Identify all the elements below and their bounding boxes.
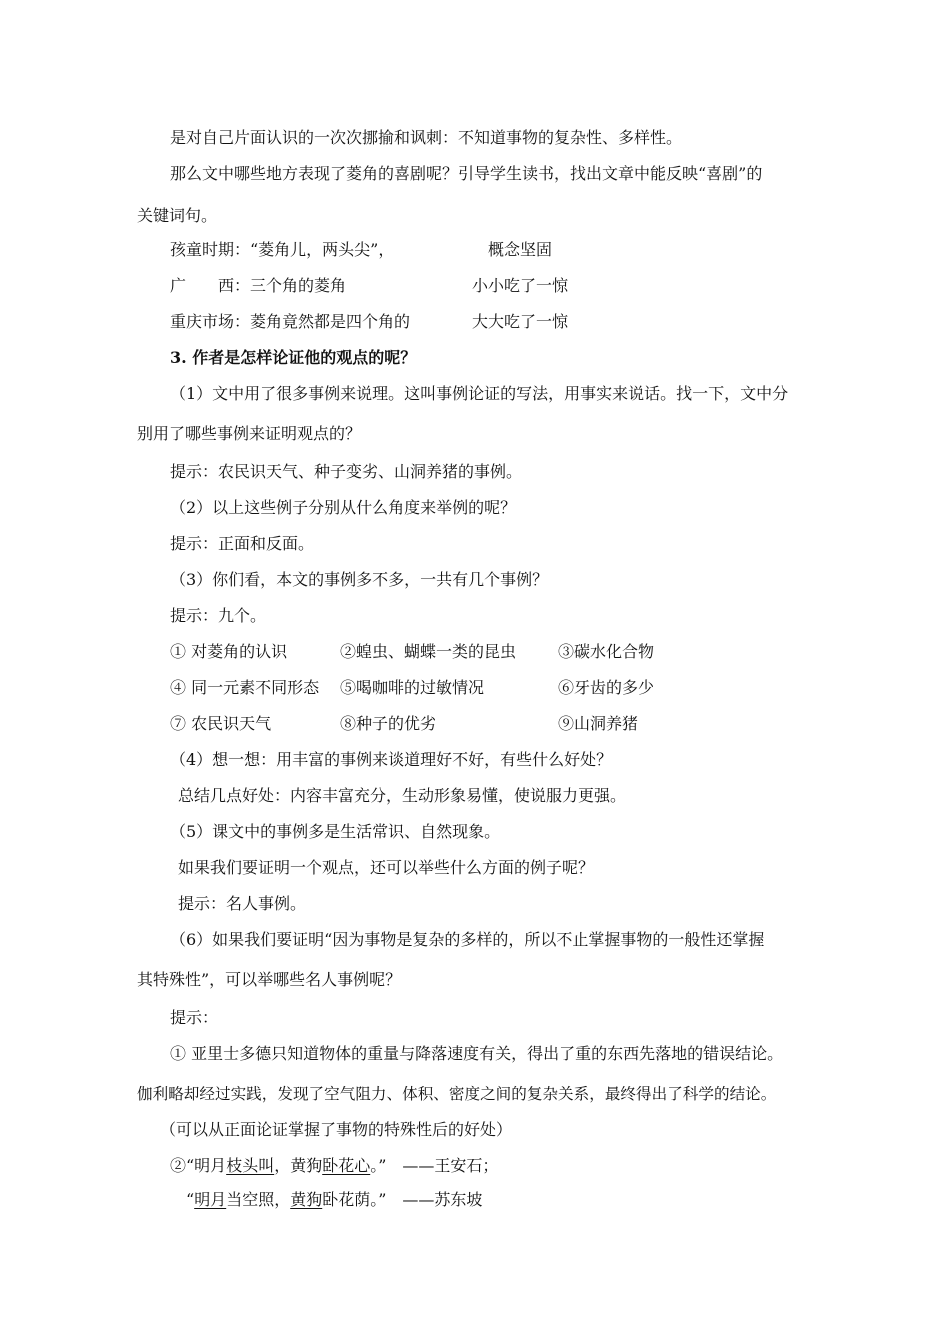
example-item: ③碳水化合物 [558, 642, 655, 661]
hint: 提示：正面和反面。 [170, 534, 315, 553]
example-item: ⑥牙齿的多少 [558, 678, 655, 697]
poem-text: 当空照， [226, 1190, 291, 1209]
comparison-note: 大大吃了一惊 [472, 312, 569, 331]
poem-underlined: 明月 [194, 1190, 227, 1209]
hint: 提示：名人事例。 [178, 894, 307, 913]
hint: 提示：农民识天气、种子变劣、山洞养猪的事例。 [170, 462, 523, 481]
example-item: ⑦ 农民识天气 [170, 714, 272, 733]
summary: 总结几点好处：内容丰富充分，生动形象易懂，使说服力更强。 [178, 786, 627, 805]
example-item: ②蝗虫、蝴蝶一类的昆虫 [340, 642, 517, 661]
comparison-note: 概念坚固 [488, 240, 553, 259]
poem-text: “ [186, 1190, 195, 1209]
example-note: （可以从正面论证掌握了事物的特殊性后的好处） [160, 1120, 513, 1139]
poem-text: ，黄狗 [274, 1156, 323, 1175]
example-paragraph: 伽利略却经过实践，发现了空气阻力、体积、密度之间的复杂关系，最终得出了科学的结论。 [137, 1085, 777, 1103]
question: 别用了哪些事例来证明观点的？ [137, 424, 362, 443]
comparison-note: 小小吃了一惊 [472, 276, 569, 295]
hint: 提示：九个。 [170, 606, 267, 625]
example-item: ⑨山洞养猪 [558, 714, 639, 733]
question: （6）如果我们要证明“因为事物是复杂的多样的，所以不止掌握事物的一般性还掌握 [170, 930, 765, 949]
example-item: ① 对菱角的认识 [170, 642, 288, 661]
paragraph: 是对自己片面认识的一次次挪揄和讽刺：不知道事物的复杂性、多样性。 [170, 128, 683, 147]
paragraph: 关键词句。 [137, 206, 218, 225]
comparison-label: 重庆市场：菱角竟然都是四个角的 [170, 312, 411, 331]
poem-text: ②“明月 [170, 1156, 227, 1175]
poem-underlined: 黄狗 [290, 1190, 323, 1209]
poem-text: 卧花荫。” ——苏东坡 [322, 1190, 483, 1209]
question: （5）课文中的事例多是生活常识、自然现象。 [170, 822, 501, 841]
question: （4）想一想：用丰富的事例来谈道理好不好，有些什么好处？ [170, 750, 613, 769]
poem-text: 。” ——王安石； [370, 1156, 499, 1175]
section-heading: 3. 作者是怎样论证他的观点的呢？ [170, 348, 417, 367]
example-item: ⑧种子的优劣 [340, 714, 437, 733]
question: 其特殊性”，可以举哪些名人事例呢？ [137, 970, 402, 989]
poem-line [170, 1156, 498, 1176]
comparison-label: 广 西：三个角的菱角 [170, 276, 347, 295]
question: （3）你们看，本文的事例多不多，一共有几个事例？ [170, 570, 549, 589]
poem-underlined: 枝头叫 [226, 1156, 275, 1175]
example-paragraph: ① 亚里士多德只知道物体的重量与降落速度有关，得出了重的东西先落地的错误结论。 [170, 1044, 784, 1063]
example-item: ④ 同一元素不同形态 [170, 678, 320, 697]
question: （2）以上这些例子分别从什么角度来举例的呢？ [170, 498, 517, 517]
example-item: ⑤喝咖啡的过敏情况 [340, 678, 485, 697]
comparison-label: 孩童时期：“菱角儿，两头尖”， [170, 240, 395, 259]
question: （1）文中用了很多事例来说理。这叫事例论证的写法，用事实来说话。找一下，文中分 [170, 384, 789, 403]
hint: 提示： [170, 1008, 219, 1027]
question: 如果我们要证明一个观点，还可以举些什么方面的例子呢？ [178, 858, 595, 877]
poem-underlined: 卧花心 [322, 1156, 371, 1175]
poem-line [186, 1190, 482, 1210]
paragraph: 那么文中哪些地方表现了菱角的喜剧呢？引导学生读书，找出文章中能反映“喜剧”的 [170, 164, 763, 183]
